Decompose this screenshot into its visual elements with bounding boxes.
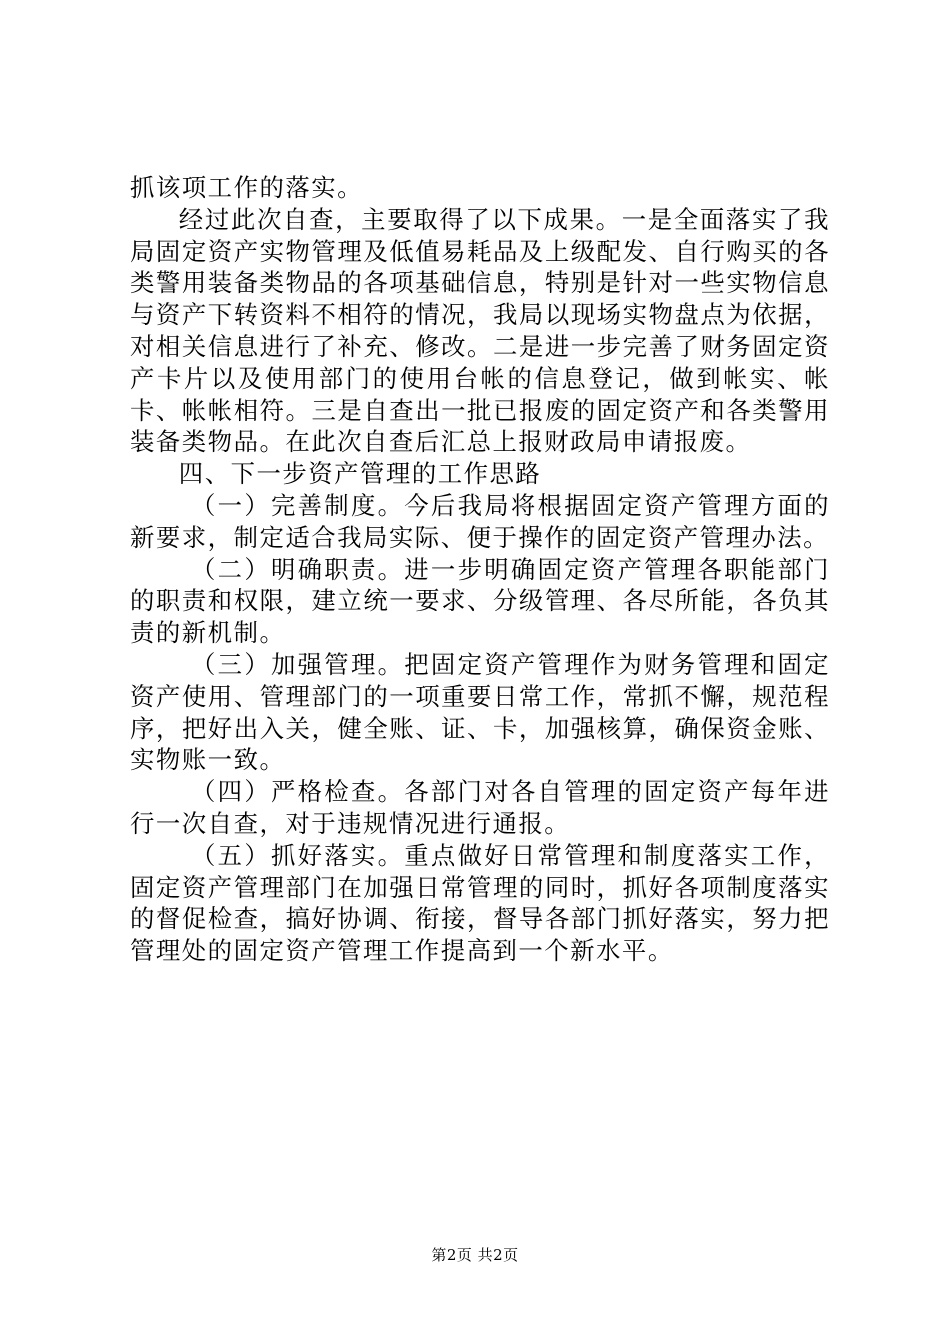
document-body [130, 172, 830, 967]
paragraph-item-5: （五）抓好落实。重点做好日常管理和制度落实工作，固定资产管理部门在加强日常管理的同时，抓好各项制度落实的督促检查，搞好协调、衔接，督导各部门抓好落实，努力把管理处的固定资产管理工作提高到一个新水平。 [130, 840, 830, 966]
paragraph-continuation: 抓该项工作的落实。 [130, 173, 364, 202]
paragraph-results: 经过此次自查，主要取得了以下成果。一是全面落实了我局固定资产实物管理及低值易耗品及上级配发、自行购买的各类警用装备类物品的各项基础信息，特别是针对一些实物信息与资产下转资料不相符的情况，我局以现场实物盘点为依据，对相关信息进行了补充、修改。二是进一步完善了财务固定资产卡片以及使用部门的使用台帐的信息登记，做到帐实、帐卡、帐帐相符。三是自查出一批已报废的固定资产和各类警用装备类物品。在此次自查后汇总上报财政局申请报废。 [130, 204, 830, 457]
paragraph-item-4: （四）严格检查。各部门对各自管理的固定资产每年进行一次自查，对于违规情况进行通报。 [130, 777, 830, 838]
paragraph-item-3: （三）加强管理。把固定资产管理作为财务管理和固定资产使用、管理部门的一项重要日常工作，常抓不懈，规范程序，把好出入关，健全账、证、卡，加强核算，确保资金账、实物账一致。 [130, 649, 830, 775]
section-heading: 四、下一步资产管理的工作思路 [178, 459, 542, 489]
page-footer [0, 1244, 950, 1265]
paragraph-item-2: （二）明确职责。进一步明确固定资产管理各职能部门的职责和权限，建立统一要求、分级管理、各尽所能，各负其责的新机制。 [130, 554, 830, 648]
paragraph-item-1: （一）完善制度。今后我局将根据固定资产管理方面的新要求，制定适合我局实际、便于操作的固定资产管理办法。 [130, 490, 830, 552]
page-number: 第2页 共2页 [431, 1246, 519, 1264]
